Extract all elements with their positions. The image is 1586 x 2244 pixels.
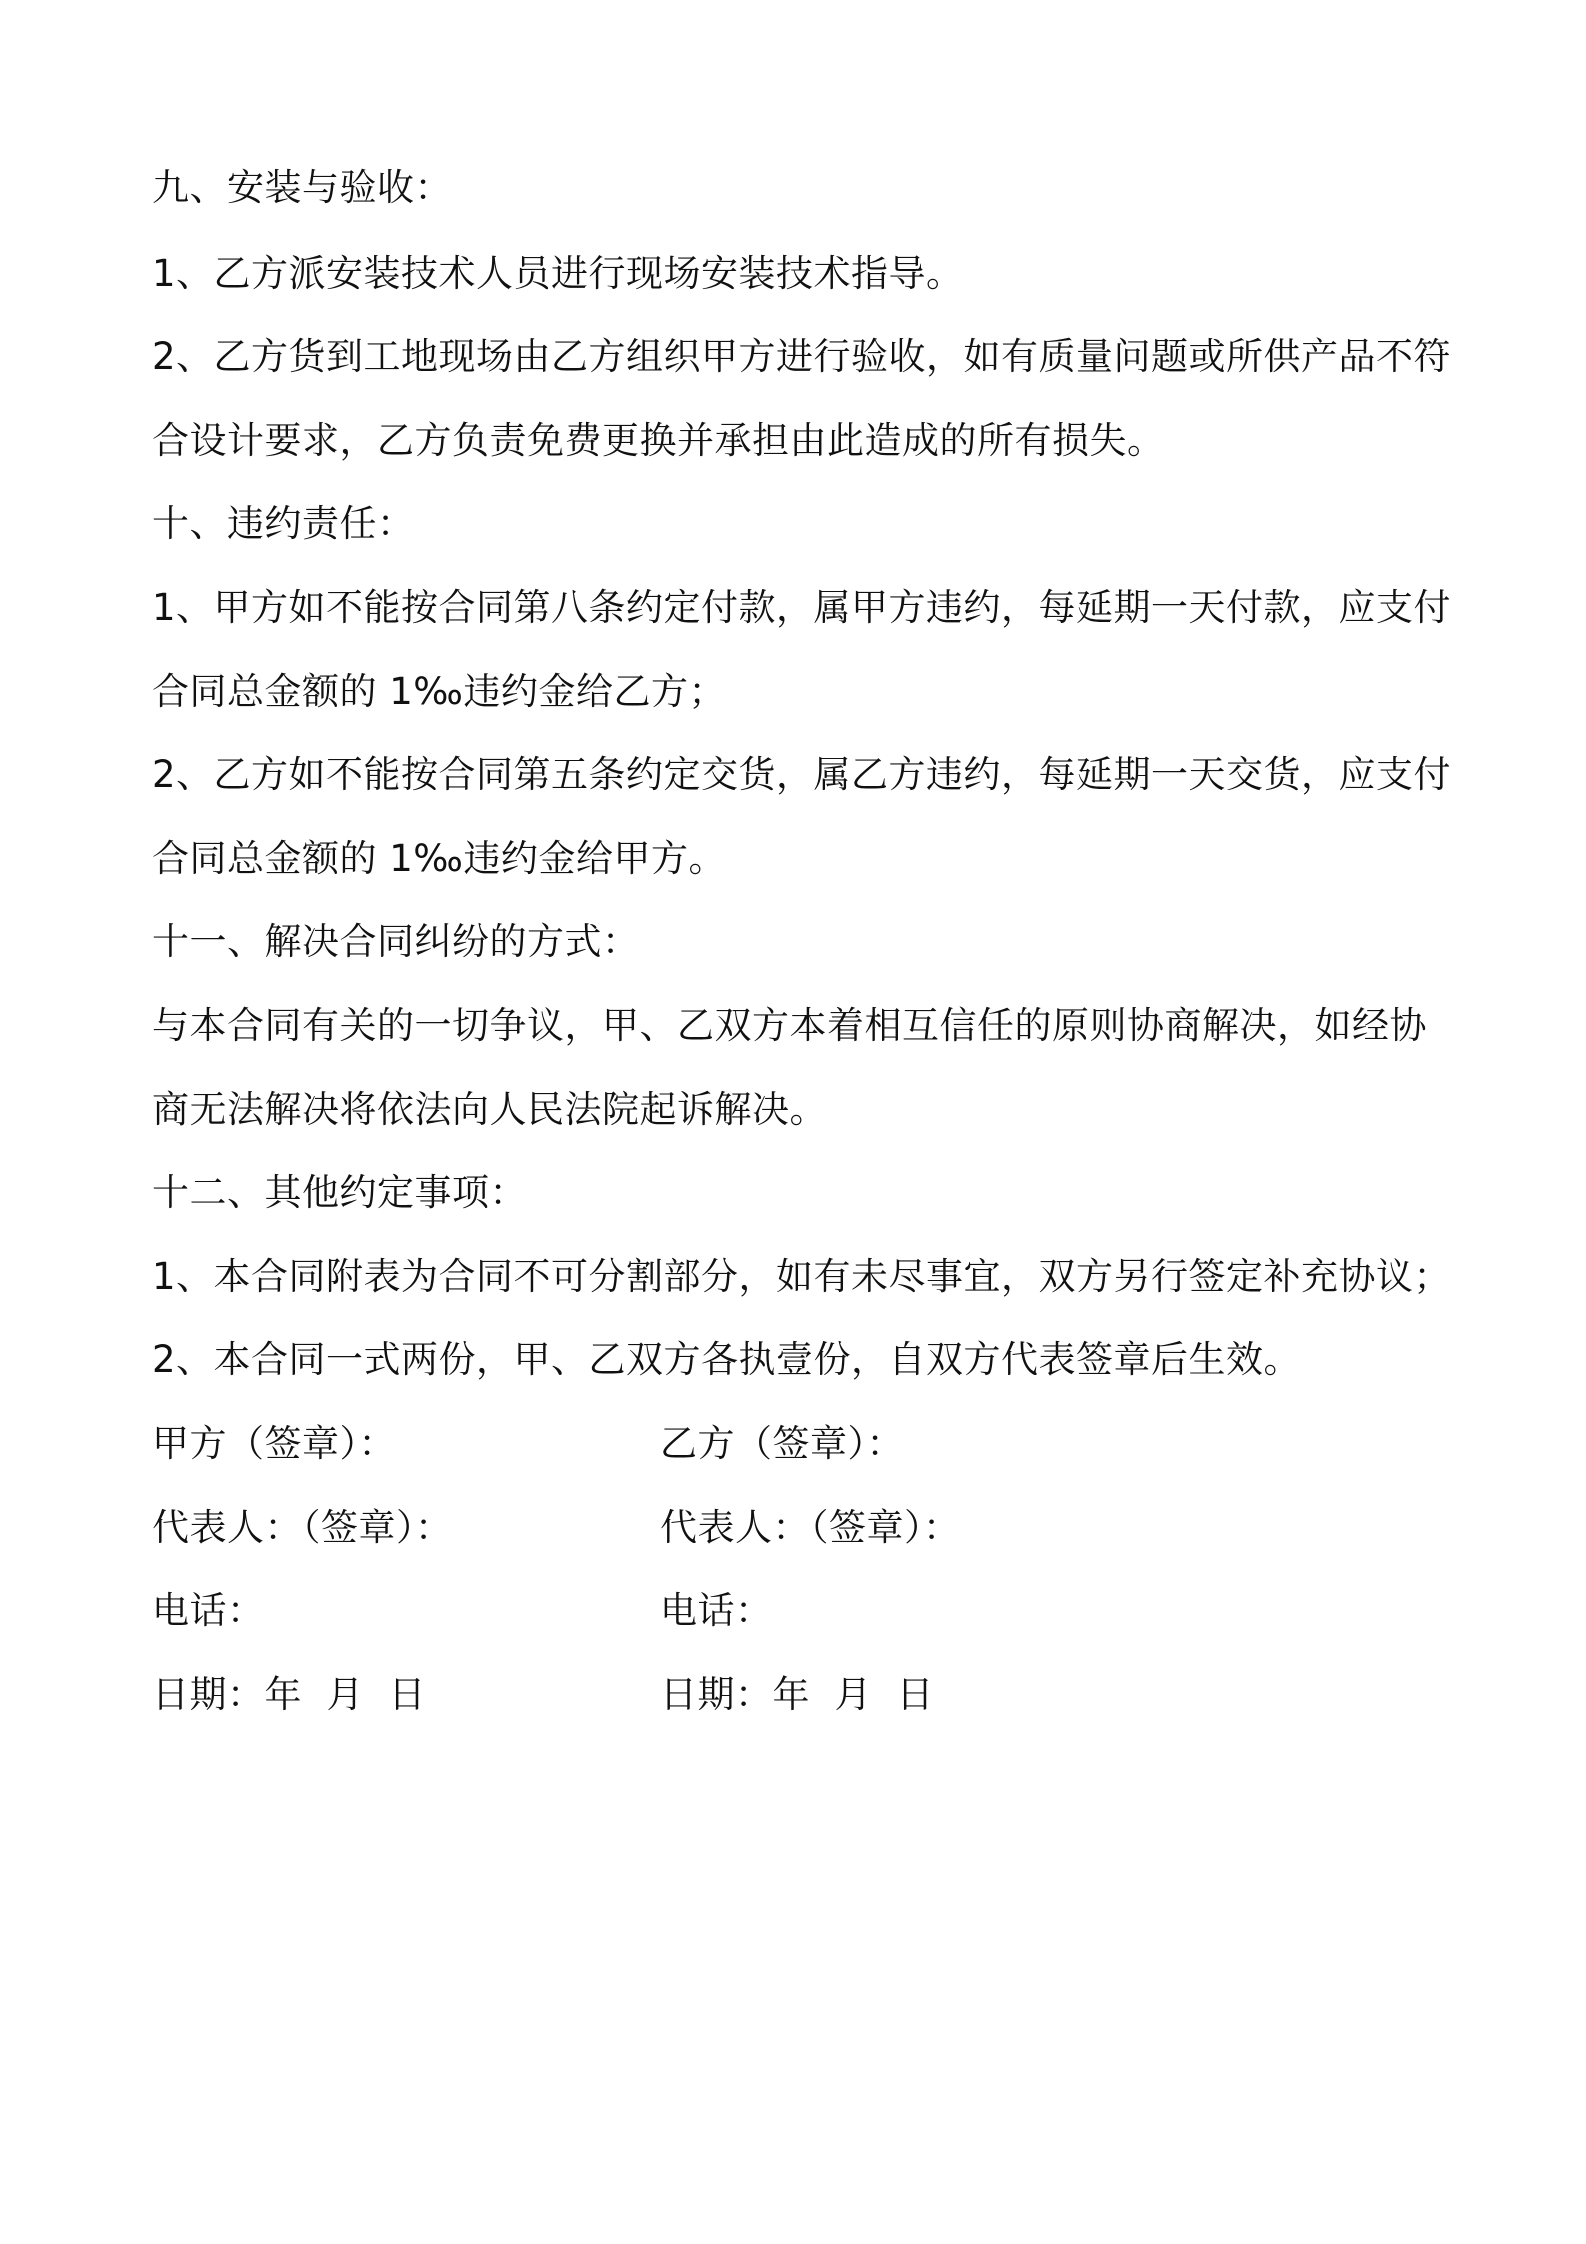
clause-line: 1、本合同附表为合同不可分割部分，如有未尽事宜，双方另行签定补充协议； xyxy=(152,1255,1452,1298)
clause-line: 2、乙方货到工地现场由乙方组织甲方进行验收，如有质量问题或所供产品不符 xyxy=(152,335,1452,378)
party-a-seal-label: 甲方（签章）： xyxy=(152,1422,396,1465)
party-b-date-label: 日期：年 月 日 xyxy=(660,1673,935,1716)
section-heading-other-terms: 十二、其他约定事项： xyxy=(152,1171,527,1214)
section-heading-disputes: 十一、解决合同纠纷的方式： xyxy=(152,920,640,963)
section-heading-liability: 十、违约责任： xyxy=(152,502,415,545)
party-a-representative-label: 代表人：（签章）： xyxy=(152,1506,453,1549)
party-a-date-label: 日期：年 月 日 xyxy=(152,1673,427,1716)
clause-line: 1、甲方如不能按合同第八条约定付款，属甲方违约，每延期一天付款，应支付 xyxy=(152,586,1452,629)
clause-line: 合同总金额的 1‰违约金给乙方； xyxy=(152,670,726,713)
clause-line: 合设计要求，乙方负责免费更换并承担由此造成的所有损失。 xyxy=(152,419,1165,462)
clause-line: 2、乙方如不能按合同第五条约定交货，属乙方违约，每延期一天交货，应支付 xyxy=(152,753,1452,796)
party-b-seal-label: 乙方（签章）： xyxy=(660,1422,904,1465)
clause-line: 合同总金额的 1‰违约金给甲方。 xyxy=(152,837,726,880)
section-heading-installation: 九、安装与验收： xyxy=(152,166,452,209)
clause-line: 2、本合同一式两份，甲、乙双方各执壹份，自双方代表签章后生效。 xyxy=(152,1338,1302,1381)
party-b-representative-label: 代表人：（签章）： xyxy=(660,1506,961,1549)
party-a-phone-label: 电话： xyxy=(152,1589,265,1632)
clause-line: 1、乙方派安装技术人员进行现场安装技术指导。 xyxy=(152,252,964,295)
clause-line: 与本合同有关的一切争议，甲、乙双方本着相互信任的原则协商解决，如经协 xyxy=(152,1004,1427,1047)
clause-line: 商无法解决将依法向人民法院起诉解决。 xyxy=(152,1088,827,1131)
party-b-phone-label: 电话： xyxy=(660,1589,773,1632)
